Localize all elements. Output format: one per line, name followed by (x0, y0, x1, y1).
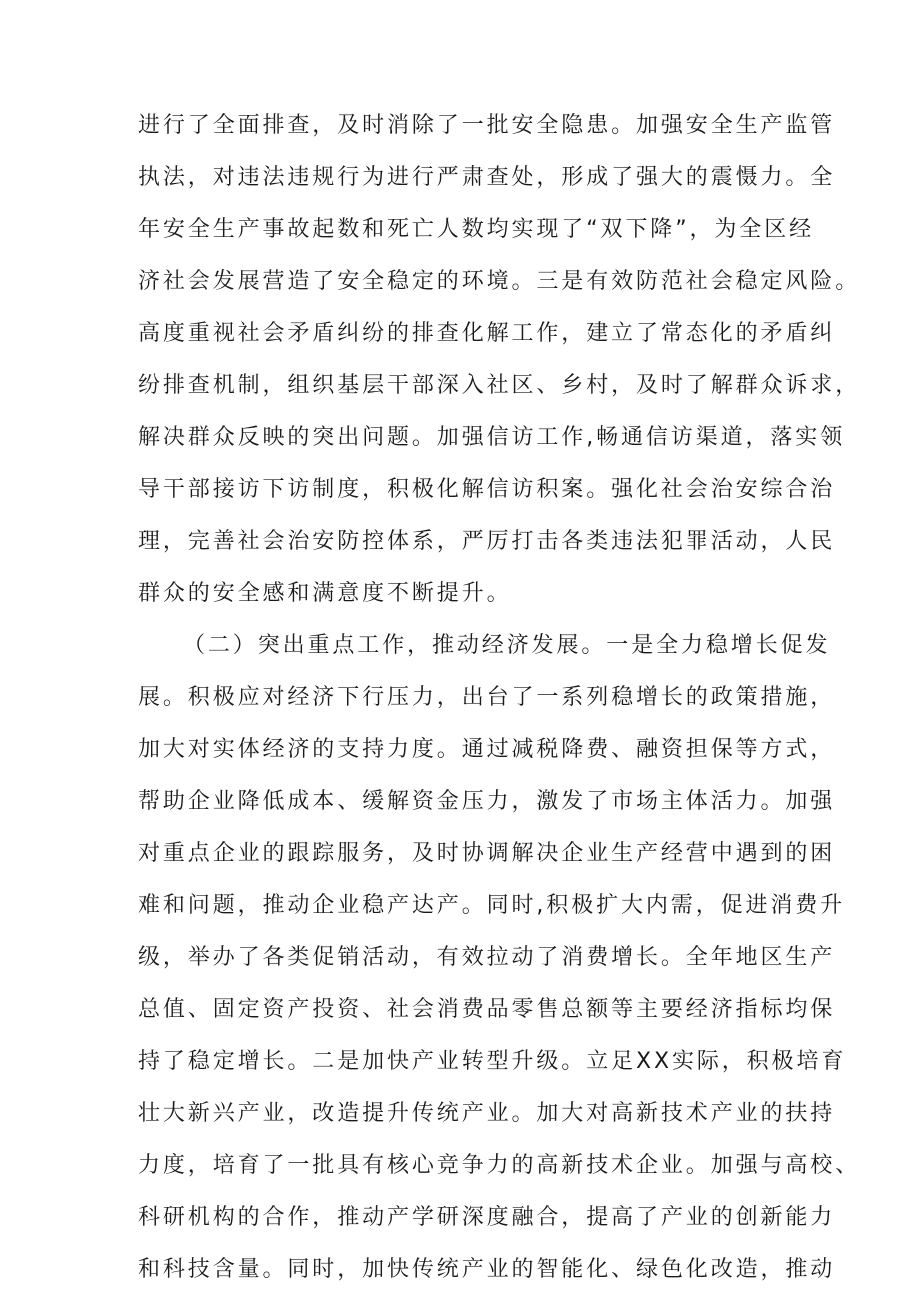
text-line: 对重点企业的跟踪服务，及时协调解决企业生产经营中遇到的困 (138, 841, 836, 866)
text-line: 和科技含量。同时，加快传统产业的智能化、绿色化改造，推动 (138, 1257, 836, 1282)
text-line: 理，完善社会治安防控体系，严厉打击各类违法犯罪活动，人民 (138, 529, 836, 554)
text-line: 科研机构的合作，推动产学研深度融合，提高了产业的创新能力 (138, 1205, 836, 1230)
paragraph-start-line: （二）突出重点工作，推动经济发展。一是全力稳增长促发 (183, 633, 831, 658)
text-line: 壮大新兴产业，改造提升传统产业。加大对高新技术产业的扶持 (138, 1101, 836, 1126)
text-line: 纷排查机制，组织基层干部深入社区、乡村，及时了解群众诉求， (138, 373, 861, 398)
text-line: 总值、固定资产投资、社会消费品零售总额等主要经济指标均保 (138, 997, 836, 1022)
text-line: 帮助企业降低成本、缓解资金压力，激发了市场主体活力。加强 (138, 789, 836, 814)
text-line: 进行了全面排查，及时消除了一批安全隐患。加强安全生产监管 (138, 113, 836, 138)
text-line: 级，举办了各类促销活动，有效拉动了消费增长。全年地区生产 (138, 945, 836, 970)
text-line: 导干部接访下访制度，积极化解信访积案。强化社会治安综合治 (138, 477, 836, 502)
text-line: 解决群众反映的突出问题。加强信访工作,畅通信访渠道，落实领 (138, 425, 846, 450)
text-line: 高度重视社会矛盾纠纷的排查化解工作，建立了常态化的矛盾纠 (138, 321, 836, 346)
text-line: 加大对实体经济的支持力度。通过减税降费、融资担保等方式， (138, 737, 836, 762)
text-line: 展。积极应对经济下行压力，出台了一系列稳增长的政策措施， (138, 685, 836, 710)
text-line: 群众的安全感和满意度不断提升。 (138, 581, 512, 606)
text-line: 年安全生产事故起数和死亡人数均实现了“双下降”，为全区经 (138, 217, 814, 242)
text-line: 持了稳定增长。二是加快产业转型升级。立足XX实际，积极培育 (138, 1049, 847, 1074)
text-line: 力度，培育了一批具有核心竞争力的高新技术企业。加强与高校、 (138, 1153, 861, 1178)
text-line: 济社会发展营造了安全稳定的环境。三是有效防范社会稳定风险。 (138, 269, 861, 294)
text-line: 执法，对违法违规行为进行严肃查处，形成了强大的震慑力。全 (138, 165, 836, 190)
text-line: 难和问题，推动企业稳产达产。同时,积极扩大内需，促进消费升 (138, 893, 846, 918)
